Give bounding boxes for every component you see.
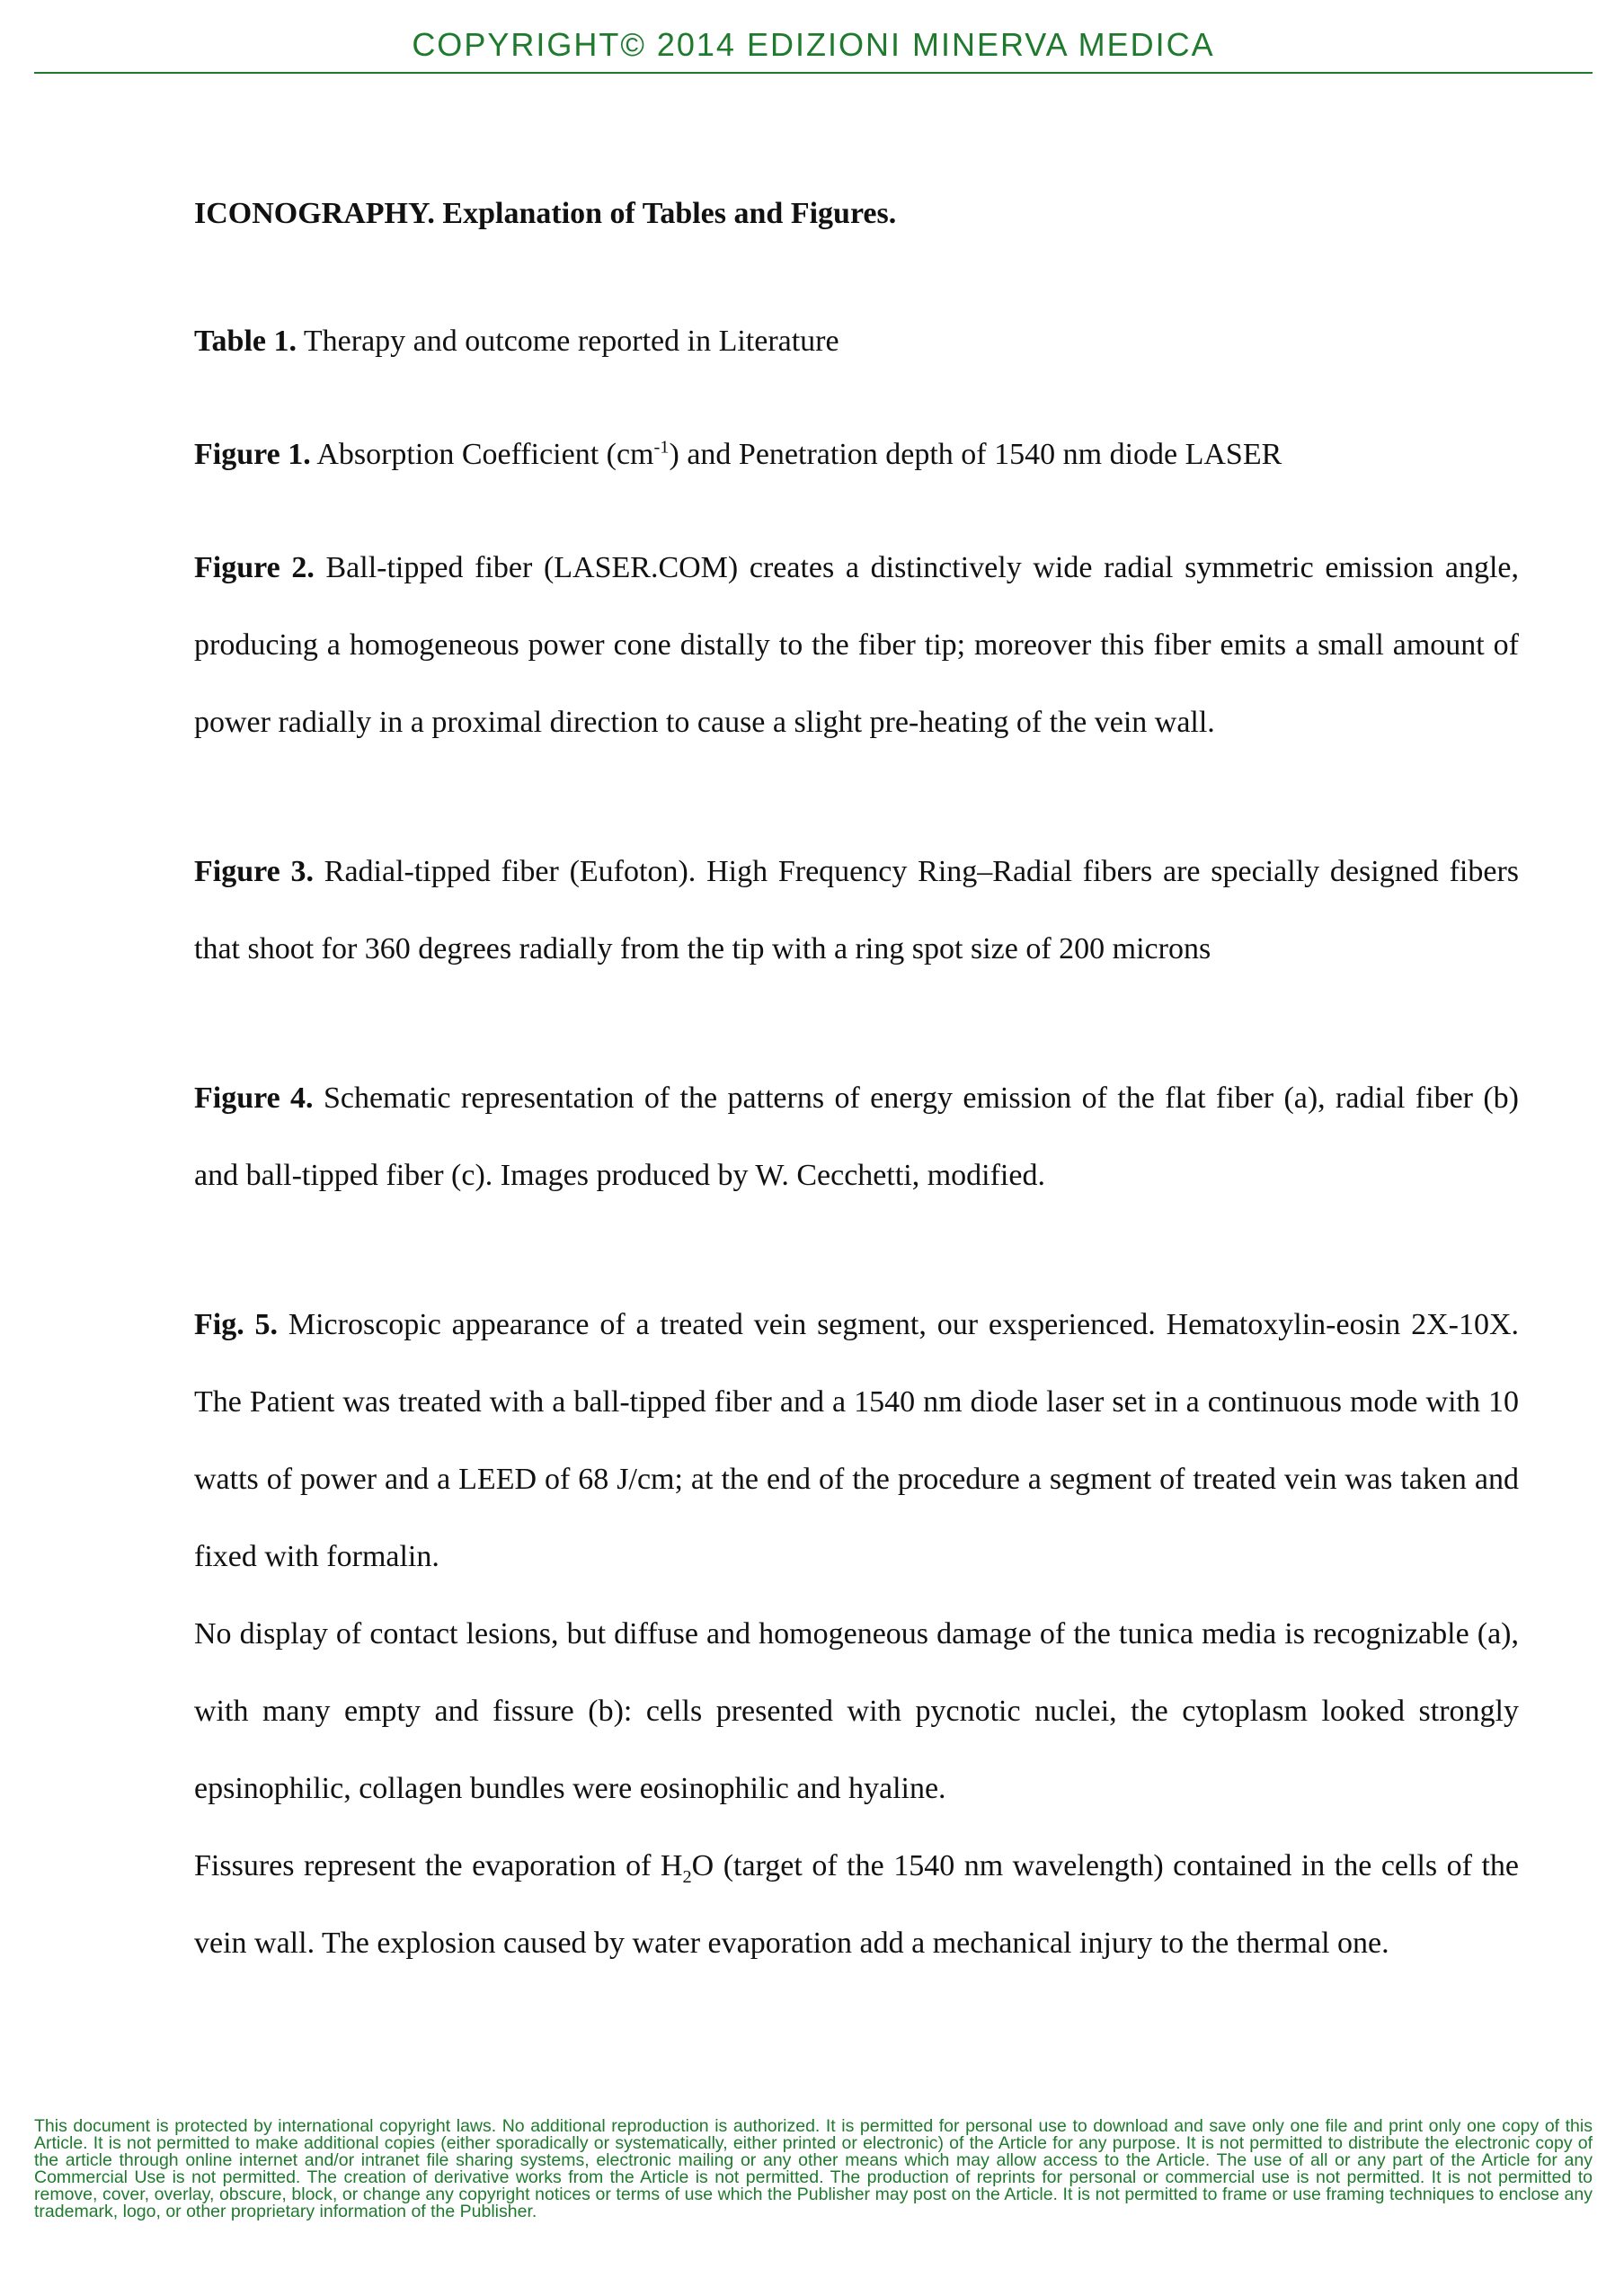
copyright-notice-footer: This document is protected by international copyright laws. No additional reproduction is authorized. It is permitted for personal use to download and save only one file and print only one copy of this Article. It is not permitted to make additional copies (either sporadically or systematically, either printed or electronic) of the Article for any purpose. It is not permitted to distribute the electronic copy of the article through online internet and/or intranet file sharing systems, electronic mailing or any other means which may allow access to the Article. The use of all or any part of the Article for any Commercial Use is not permitted. The creation of derivative works from the Article is not permitted. The production of reprints for personal or commercial use is not permitted. It is not permitted to remove, cover, overlay, obscure, block, or change any copyright notices or terms of use which the Publisher may post on the Article. It is not permitted to frame or use framing techniques to enclose any trademark, logo, or other proprietary information of the Publisher.: [34, 2116, 1593, 2221]
figure2-text: Ball-tipped fiber (LASER.COM) creates a distinctively wide radial symmetric emission angle, producing a homogeneous power cone distally to the fiber tip; moreover this fiber emits a small amount of power radially in a proximal direction to cause a slight pre-heating of the vein wall.: [194, 551, 1519, 739]
figure1-superscript: -1: [653, 437, 670, 458]
figure5-paragraph-2: No display of contact lesions, but diffuse and homogeneous damage of the tunica media is recognizable (a), with many empty and fissure (b): cells presented with pycnotic nuclei, the cytoplasm looked strongly epsinophilic, collagen bundles were eosinophilic and hyaline.: [194, 1617, 1519, 1805]
figure5-caption: [194, 1286, 1519, 1596]
table1-caption: [194, 303, 1519, 380]
figure5-label: Fig. 5.: [194, 1308, 279, 1341]
copyright-header: [34, 25, 1593, 74]
copyright-text: COPYRIGHT© 2014 EDIZIONI MINERVA MEDICA: [412, 26, 1215, 63]
figure5-subscript: 2: [682, 1866, 692, 1887]
figure1-text-before: Absorption Coefficient (cm: [316, 438, 654, 471]
document-body: [194, 191, 1519, 1982]
figure4-text: Schematic representation of the patterns of energy emission of the flat fiber (a), radial fiber (b) and ball-tipped fiber (c). Images produced by W. Cecchetti, modified.: [194, 1081, 1519, 1192]
figure4-label: Figure 4.: [194, 1081, 314, 1115]
table1-label: Table 1.: [194, 325, 297, 358]
figure5-p3-after: O (target of the 1540 nm wavelength) contained in the cells of the vein wall. The explosion caused by water evaporation add a mechanical injury to the thermal one.: [194, 1849, 1519, 1960]
figure2-caption: [194, 530, 1519, 761]
table1-text: Therapy and outcome reported in Literature: [303, 325, 839, 358]
figure1-text-after: ) and Penetration depth of 1540 nm diode LASER: [669, 438, 1282, 471]
figure5-paragraph-3: [194, 1828, 1519, 1982]
figure5-p3-before: Fissures represent the evaporation of H: [194, 1849, 683, 1882]
figure3-label: Figure 3.: [194, 855, 314, 888]
figure3-caption: [194, 833, 1519, 988]
figure5-text: Microscopic appearance of a treated vein segment, our exsperienced. Hematoxylin-eosin 2X-10X. The Patient was treated with a ball-tipped fiber and a 1540 nm diode laser set in a continuous mode with 10 watts of power and a LEED of 68 J/cm; at the end of the procedure a segment of treated vein was taken and fixed with formalin.: [194, 1308, 1519, 1573]
figure3-text: Radial-tipped fiber (Eufoton). High Frequency Ring–Radial fibers are specially designed fibers that shoot for 360 degrees radially from the tip with a ring spot size of 200 microns: [194, 855, 1519, 966]
figure4-caption: [194, 1060, 1519, 1215]
figure2-label: Figure 2.: [194, 551, 315, 584]
figure1-label: Figure 1.: [194, 438, 311, 471]
figure1-caption: [194, 416, 1519, 494]
page-title: ICONOGRAPHY. Explanation of Tables and Figures.: [194, 197, 897, 230]
